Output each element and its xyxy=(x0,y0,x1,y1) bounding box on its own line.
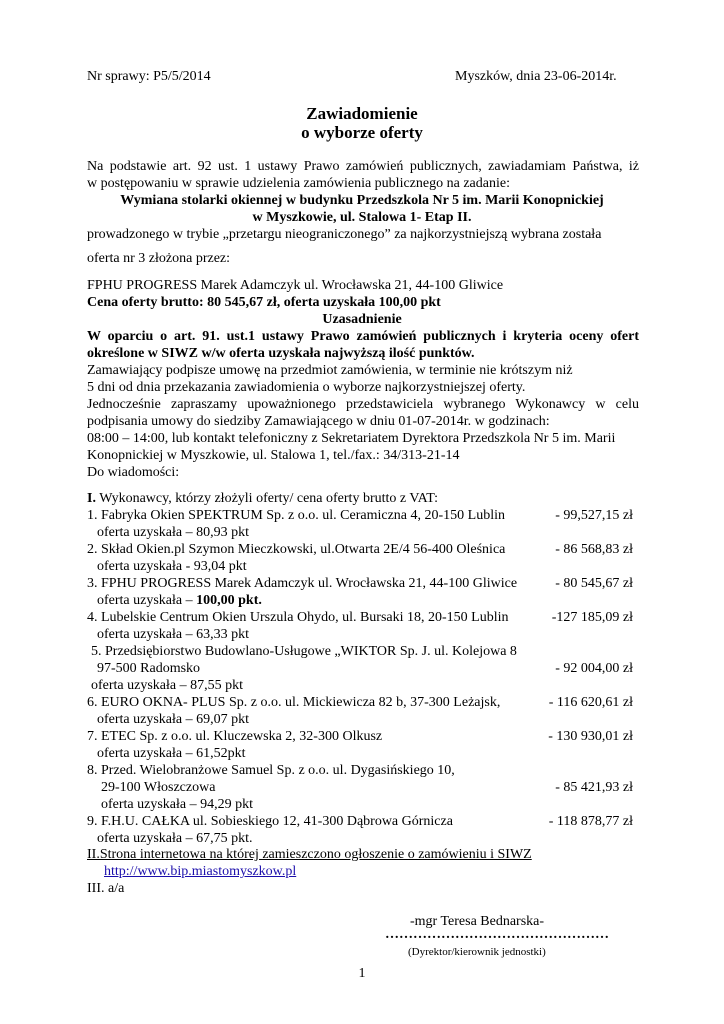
offer-3-price: - 80 545,67 zł xyxy=(555,576,633,591)
offer-9-line: 9. F.H.U. CAŁKA ul. Sobieskiego 12, 41-300 Dąbrowa Górnicza xyxy=(87,814,453,829)
offer-8-line-2: 29-100 Włoszczowa xyxy=(101,780,216,795)
offer-8-price: - 85 421,93 zł xyxy=(555,780,633,795)
document-subtitle: o wyborze oferty xyxy=(301,123,423,142)
offer-3-score-bold: 100,00 pkt. xyxy=(196,593,262,608)
offer-7-price: - 130 930,01 zł xyxy=(548,729,633,744)
intro-line-3: prowadzonego w trybie „przetargu nieograniczonego” za najkorzystniejszą wybrana została xyxy=(87,227,602,242)
signature-line: ………………………………………… xyxy=(385,927,609,942)
section-1-heading xyxy=(87,490,438,507)
intro-line-1: Na podstawie art. 92 ust. 1 ustawy Prawo zamówień publicznych, zawiadamiam Państwa, iż xyxy=(87,159,639,174)
task-title-2: w Myszkowie, ul. Stalowa 1- Etap II. xyxy=(252,210,472,225)
offer-3-line: 3. FPHU PROGRESS Marek Adamczyk ul. Wrocławska 21, 44-100 Gliwice xyxy=(87,576,518,591)
offer-1-price: - 99,527,15 zł xyxy=(555,508,633,523)
task-title-1: Wymiana stolarki okiennej w budynku Przedszkola Nr 5 im. Marii Konopnickiej xyxy=(120,193,604,208)
bip-link[interactable]: http://www.bip.miastomyszkow.pl xyxy=(104,864,297,879)
body-line-2: 5 dni od dnia przekazania zawiadomienia o wyborze najkorzystniejszej oferty. xyxy=(87,380,526,395)
intro-line-2: w postępowaniu w sprawie udzielenia zamówienia publicznego na zadanie: xyxy=(87,176,510,191)
offer-4-score: oferta uzyskała – 63,33 pkt xyxy=(97,627,250,642)
offer-6-line: 6. EURO OKNA- PLUS Sp. z o.o. ul. Mickiewicza 82 b, 37-300 Leżajsk, xyxy=(87,695,501,710)
offer-8-line: 8. Przed. Wielobranżowe Samuel Sp. z o.o. ul. Dygasińskiego 10, xyxy=(87,763,455,778)
offer-2-price: - 86 568,83 zł xyxy=(555,542,633,557)
intro-line-4: oferta nr 3 złożona przez: xyxy=(87,251,231,266)
section-2-heading: II.Strona internetowa na której zamieszczono ogłoszenie o zamówieniu i SIWZ xyxy=(87,847,532,862)
offer-5-line: 5. Przedsiębiorstwo Budowlano-Usługowe „WIKTOR Sp. J. ul. Kolejowa 8 xyxy=(91,644,517,659)
offer-3-score-text: oferta uzyskała – xyxy=(97,593,197,608)
winner-name: FPHU PROGRESS Marek Adamczyk ul. Wrocławska 21, 44-100 Gliwice xyxy=(87,278,504,293)
offer-8-score: oferta uzyskała – 94,29 pkt xyxy=(101,797,254,812)
offer-5-score: oferta uzyskała – 87,55 pkt xyxy=(91,678,244,693)
offer-7-score: oferta uzyskała – 61,52pkt xyxy=(97,746,246,761)
section-1-text: Wykonawcy, którzy złożyli oferty/ cena oferty brutto z VAT: xyxy=(95,491,438,506)
body-line-3: Jednocześnie zapraszamy upoważnionego przedstawiciela wybranego Wykonawcy w celu xyxy=(87,397,639,412)
section-1-label: I. xyxy=(87,491,96,506)
offer-9-price: - 118 878,77 zł xyxy=(548,814,633,829)
offer-5-price: - 92 004,00 zł xyxy=(555,661,633,676)
winner-price: Cena oferty brutto: 80 545,67 zł, oferta uzyskała 100,00 pkt xyxy=(87,295,441,310)
offer-9-score: oferta uzyskała – 67,75 pkt. xyxy=(97,831,253,846)
offer-1-score: oferta uzyskała – 80,93 pkt xyxy=(97,525,250,540)
signatory-name: -mgr Teresa Bednarska- xyxy=(410,914,545,929)
body-line-1: Zamawiający podpisze umowę na przedmiot zamówienia, w terminie nie krótszym niż xyxy=(87,363,573,378)
offer-5-line-2: 97-500 Radomsko xyxy=(97,661,201,676)
body-line-4: podpisania umowy do siedziby Zamawiającego w dniu 01-07-2014r. w godzinach: xyxy=(87,414,550,429)
offer-3-score xyxy=(97,592,262,609)
body-line-5: 08:00 – 14:00, lub kontakt telefoniczny z Sekretariatem Dyrektora Przedszkola Nr 5 im. Marii xyxy=(87,431,616,446)
offer-4-price: -127 185,09 zł xyxy=(551,610,633,625)
body-line-6: Konopnickiej w Myszkowie, ul. Stalowa 1, tel./fax.: 34/313-21-14 xyxy=(87,448,460,463)
offer-7-line: 7. ETEC Sp. z o.o. ul. Kluczewska 2, 32-300 Olkusz xyxy=(87,729,383,744)
justification-line-2: określone w SIWZ w/w oferta uzyskała najwyższą ilość punktów. xyxy=(87,346,475,361)
case-number: Nr sprawy: P5/5/2014 xyxy=(87,69,211,84)
justification-title: Uzasadnienie xyxy=(322,312,402,327)
place-date: Myszków, dnia 23-06-2014r. xyxy=(455,69,617,84)
page-number: 1 xyxy=(358,966,366,981)
signatory-role: (Dyrektor/kierownik jednostki) xyxy=(408,946,546,958)
section-3: III. a/a xyxy=(87,881,125,896)
offer-2-line: 2. Skład Okien.pl Szymon Mieczkowski, ul.Otwarta 2E/4 56-400 Oleśnica xyxy=(87,542,506,557)
offer-1-line: 1. Fabryka Okien SPEKTRUM Sp. z o.o. ul. Ceramiczna 4, 20-150 Lublin xyxy=(87,508,506,523)
document-title: Zawiadomienie xyxy=(306,104,418,123)
offer-6-score: oferta uzyskała – 69,07 pkt xyxy=(97,712,250,727)
offer-6-price: - 116 620,61 zł xyxy=(548,695,633,710)
body-line-7: Do wiadomości: xyxy=(87,465,180,480)
offer-2-score: oferta uzyskała - 93,04 pkt xyxy=(97,559,247,574)
justification-line-1: W oparciu o art. 91. ust.1 ustawy Prawo zamówień publicznych i kryteria oceny ofert xyxy=(87,329,639,344)
offer-4-line: 4. Lubelskie Centrum Okien Urszula Ohydo, ul. Bursaki 18, 20-150 Lublin xyxy=(87,610,509,625)
